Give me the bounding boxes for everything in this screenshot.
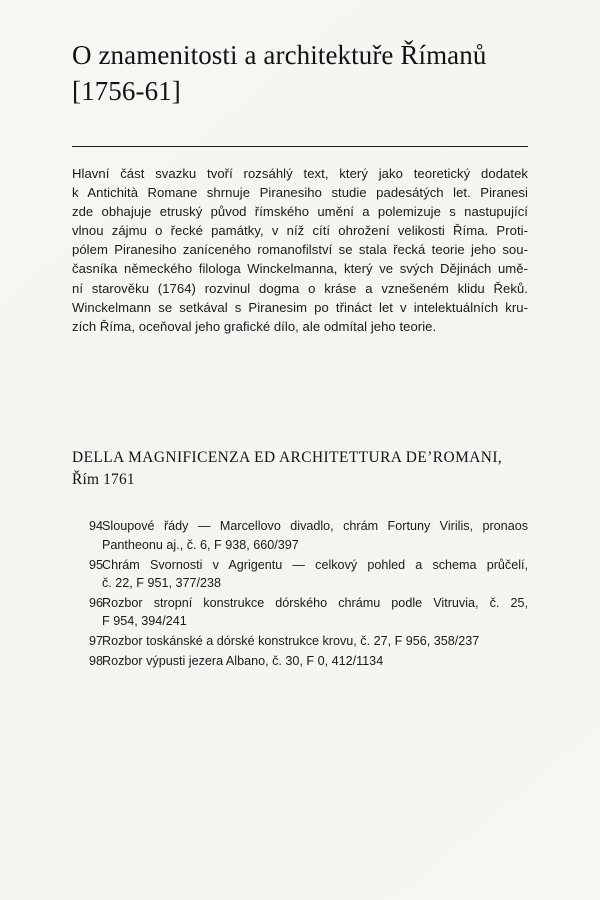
body-line: ní starověku (1764) rozvinul dogma o kráse a vznešeném klidu Řeků. xyxy=(72,280,528,296)
catalogue-entry-line: F 954, 394/241 xyxy=(102,614,187,629)
list-item xyxy=(72,652,528,670)
body-line: časníka německého filologa Winckelmanna, který ve svých Dějinách umě- xyxy=(72,261,528,277)
catalogue-entry-text xyxy=(95,632,528,650)
catalogue-entry-line: Rozbor výpusti jezera Albano, č. 30, F 0, 412/1134 xyxy=(102,654,384,669)
catalogue-entry-text xyxy=(95,556,528,593)
body-line: pólem Piranesiho zaníceného romanofilství se stala řecká teorie jeho sou- xyxy=(72,242,528,258)
body-line: zích Říma, oceňoval jeho grafické dílo, ale odmítal jeho teorie. xyxy=(72,318,437,334)
body-line: zde obhajuje etruský původ římského umění a polemizuje s nastupující xyxy=(72,204,528,220)
list-item xyxy=(72,594,528,631)
catalogue-entry-number: 94 xyxy=(89,519,104,534)
list-item xyxy=(72,556,528,593)
catalogue-entry-text xyxy=(95,594,528,631)
page-title-date-range: [1756-61] xyxy=(72,75,181,106)
catalogue-entry-line: Sloupové řády — Marcellovo divadlo, chrám Fortuny Virilis, pronaos xyxy=(102,519,528,534)
catalogue-entry-line: Rozbor stropní konstrukce dórského chrámu podle Vitruvia, č. 25, xyxy=(102,595,528,610)
horizontal-rule xyxy=(72,146,528,147)
catalogue-entry-number: 95 xyxy=(89,557,104,572)
page-content xyxy=(72,38,528,672)
catalogue-entry-number: 98 xyxy=(89,654,104,669)
body-line: vlnou zájmu o řecké památky, v níž cítí ohrožení velikosti Říma. Proti- xyxy=(72,223,528,239)
body-line: Hlavní část svazku tvoří rozsáhlý text, který jako teoretický dodatek xyxy=(72,166,528,182)
catalogue-entry-line: Pantheonu aj., č. 6, F 938, 660/397 xyxy=(102,537,299,552)
body-paragraph xyxy=(72,164,528,335)
catalogue-entry-text xyxy=(95,517,528,554)
catalogue-entry-number: 96 xyxy=(89,595,104,610)
catalogue-list xyxy=(72,517,528,670)
list-item xyxy=(72,632,528,650)
page-title xyxy=(72,38,528,109)
catalogue-entry-line: Rozbor toskánské a dórské konstrukce krovu, č. 27, F 956, 358/237 xyxy=(102,634,480,649)
section-heading-title: DELLA MAGNIFICENZA ED ARCHITETTURA DE’ROMANI, xyxy=(72,448,503,466)
body-line: k Antichità Romane shrnuje Piranesiho studie padesátých let. Piranesi xyxy=(72,185,528,201)
section-heading-place-year: Řím 1761 xyxy=(72,471,135,488)
list-item xyxy=(72,517,528,554)
catalogue-entry-line: Chrám Svornosti v Agrigentu — celkový pohled a schema průčelí, xyxy=(102,557,528,572)
section-heading xyxy=(72,447,528,492)
page-title-line-1: O znamenitosti a architektuře Římanů xyxy=(72,40,487,70)
catalogue-entry-text xyxy=(95,652,528,670)
catalogue-entry-number: 97 xyxy=(89,634,104,649)
catalogue-entry-line: č. 22, F 951, 377/238 xyxy=(102,576,222,591)
body-line: Winckelmann se setkával s Piranesim po třináct let v intelektuálních kru- xyxy=(72,299,528,315)
